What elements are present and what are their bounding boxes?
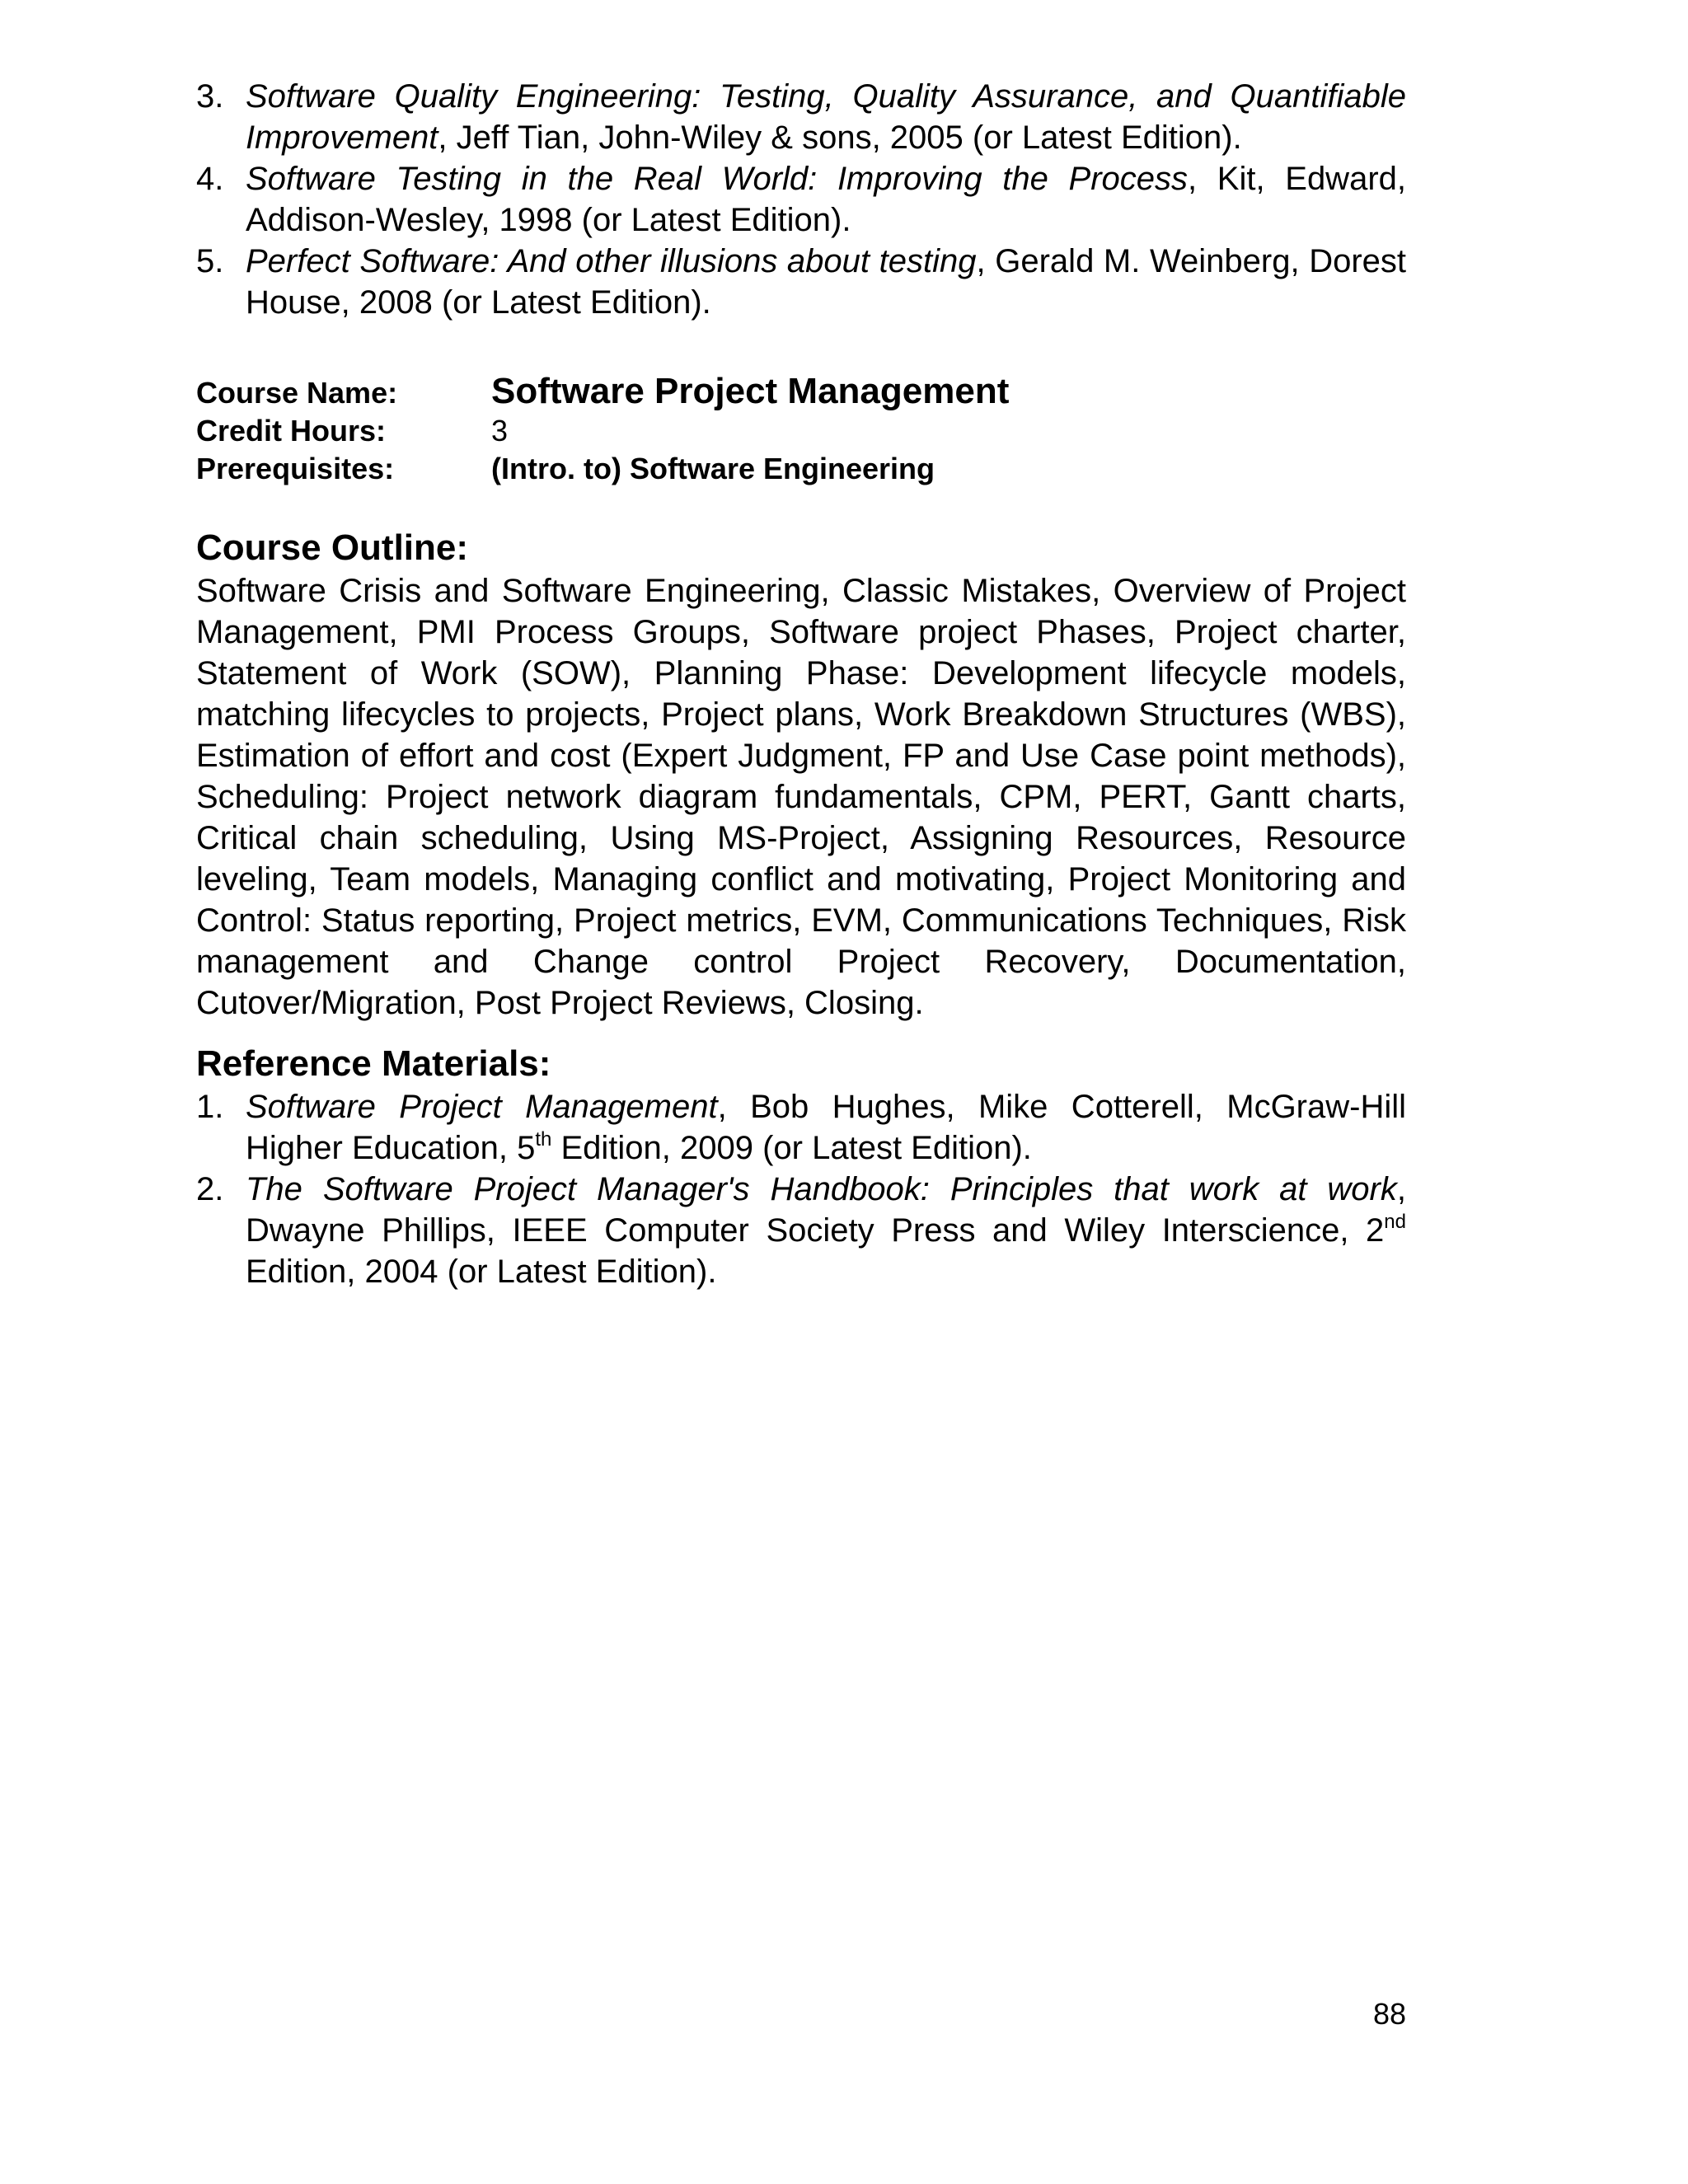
credit-hours-value: 3 — [491, 414, 509, 448]
reference-item — [196, 76, 1406, 158]
reference-title: The Software Project Manager's Handbook: Principles that work at work — [246, 1171, 1397, 1207]
previous-reference-list — [196, 76, 1406, 323]
reference-details: , Gerald M. Weinberg, Dorest House, 2008 (or Latest Edition). — [246, 243, 1406, 321]
reference-title: Software Project Management — [246, 1089, 718, 1125]
course-name-row — [196, 371, 1009, 412]
reference-details: , Jeff Tian, John-Wiley & sons, 2005 (or Latest Edition). — [438, 120, 1242, 156]
reference-details: , Dwayne Phillips, IEEE Computer Society Press and Wiley Interscience, 2 — [246, 1171, 1406, 1249]
course-info-table — [196, 371, 1009, 488]
reference-number: 4. — [196, 161, 224, 197]
reference-materials-list — [196, 1086, 1406, 1292]
reference-number: 5. — [196, 243, 224, 279]
reference-item — [196, 158, 1406, 241]
reference-materials-heading: Reference Materials: — [196, 1043, 551, 1084]
ordinal-suffix: nd — [1384, 1211, 1406, 1233]
reference-details-end: Edition, 2004 (or Latest Edition). — [246, 1254, 717, 1290]
course-name-value: Software Project Management — [491, 371, 1010, 411]
reference-number: 3. — [196, 78, 224, 115]
ordinal-suffix: th — [535, 1128, 552, 1151]
reference-title: Software Quality Engineering: Testing, Quality Assurance, and Quantifiable Improvement — [246, 78, 1406, 156]
credit-hours-row — [196, 412, 1009, 450]
reference-details-end: Edition, 2009 (or Latest Edition). — [551, 1130, 1032, 1166]
reference-number: 2. — [196, 1171, 224, 1207]
course-outline-text: Software Crisis and Software Engineering, Classic Mistakes, Overview of Project Management, PMI Process Groups, Software project Phases, Project charter, Statement of Work (SOW), Planning Phase: Development lifecycle models, matching lifecycles to projects, Project plans, Work Breakdown Structures (WBS), Estimation of effort and cost (Expert Judgment, FP and Use Case point methods), Scheduling: Project network diagram fundamentals, CPM, PERT, Gantt charts, Critical chain scheduling, Using MS-Project, Assigning Resources, Resource leveling, Team models, Managing conflict and motivating, Project Monitoring and Control: Status reporting, Project metrics, EVM, Communications Techniques, Risk management and Change control Project Recovery, Documentation, Cutover/Migration, Post Project Reviews, Closing. — [196, 573, 1406, 1021]
course-outline-heading: Course Outline: — [196, 527, 469, 568]
reference-title: Software Testing in the Real World: Improving the Process — [246, 161, 1189, 197]
credit-hours-label: Credit Hours: — [196, 414, 387, 448]
reference-number: 1. — [196, 1089, 224, 1125]
reference-item — [196, 1169, 1406, 1292]
reference-item — [196, 1086, 1406, 1169]
prerequisites-row — [196, 450, 1009, 488]
prerequisites-value: (Intro. to) Software Engineering — [491, 452, 935, 485]
reference-title: Perfect Software: And other illusions about testing — [246, 243, 977, 279]
page-number: 88 — [1373, 1997, 1407, 2031]
reference-item — [196, 241, 1406, 323]
course-name-label: Course Name: — [196, 376, 398, 410]
reference-details: , Bob Hughes, Mike Cotterell, McGraw-Hill Higher Education, 5 — [246, 1089, 1406, 1166]
prerequisites-label: Prerequisites: — [196, 452, 395, 485]
reference-details: , Kit, Edward, Addison-Wesley, 1998 (or Latest Edition). — [246, 161, 1406, 238]
document-page — [196, 76, 1406, 1292]
